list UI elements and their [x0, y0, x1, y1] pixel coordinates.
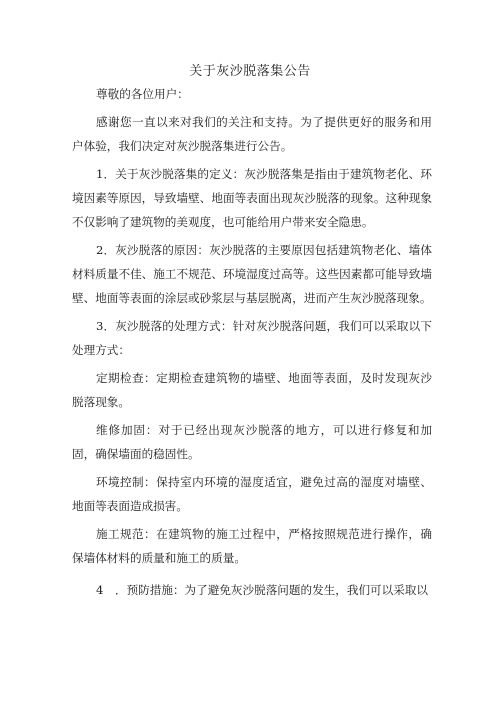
definition-paragraph: 1．关于灰沙脱落集的定义：灰沙脱落集是指由于建筑物老化、环境因素等原因，导致墙壁、地面等表面出现灰沙脱落的现象。这种现象不仅影响了建筑物的美观度，也可能给用户带来安全隐患。 [72, 167, 432, 229]
greeting-paragraph: 尊敬的各位用户： [96, 87, 189, 101]
document-title: 关于灰沙脱落集公告 [189, 64, 311, 79]
prevention-paragraph: 4 ．预防措施：为了避免灰沙脱落问题的发生，我们可以采取以 [96, 583, 429, 597]
intro-paragraph: 感谢您一直以来对我们的关注和支持。为了提供更好的服务和用户体验，我们决定对灰沙脱落集进行公告。 [72, 115, 432, 153]
cause-paragraph: 2．灰沙脱落的原因：灰沙脱落的主要原因包括建筑物老化、墙体材料质量不佳、施工不规范、环境湿度过高等。这些因素都可能导致墙壁、地面等表面的涂层或砂浆层与基层脱离，进而产生灰沙脱落现象。 [72, 243, 432, 305]
handling-paragraph: 3．灰沙脱落的处理方式：针对灰沙脱落问题，我们可以采取以下处理方式： [72, 319, 432, 357]
inspection-paragraph: 定期检查：定期检查建筑物的墙壁、地面等表面，及时发现灰沙脱落现象。 [72, 371, 432, 409]
environment-paragraph: 环境控制：保持室内环境的湿度适宜，避免过高的湿度对墙壁、地面等表面造成损害。 [72, 475, 432, 513]
construction-paragraph: 施工规范：在建筑物的施工过程中，严格按照规范进行操作，确保墙体材料的质量和施工的质量。 [72, 527, 432, 565]
repair-paragraph: 维修加固：对于已经出现灰沙脱落的地方，可以进行修复和加固，确保墙面的稳固性。 [72, 423, 432, 461]
